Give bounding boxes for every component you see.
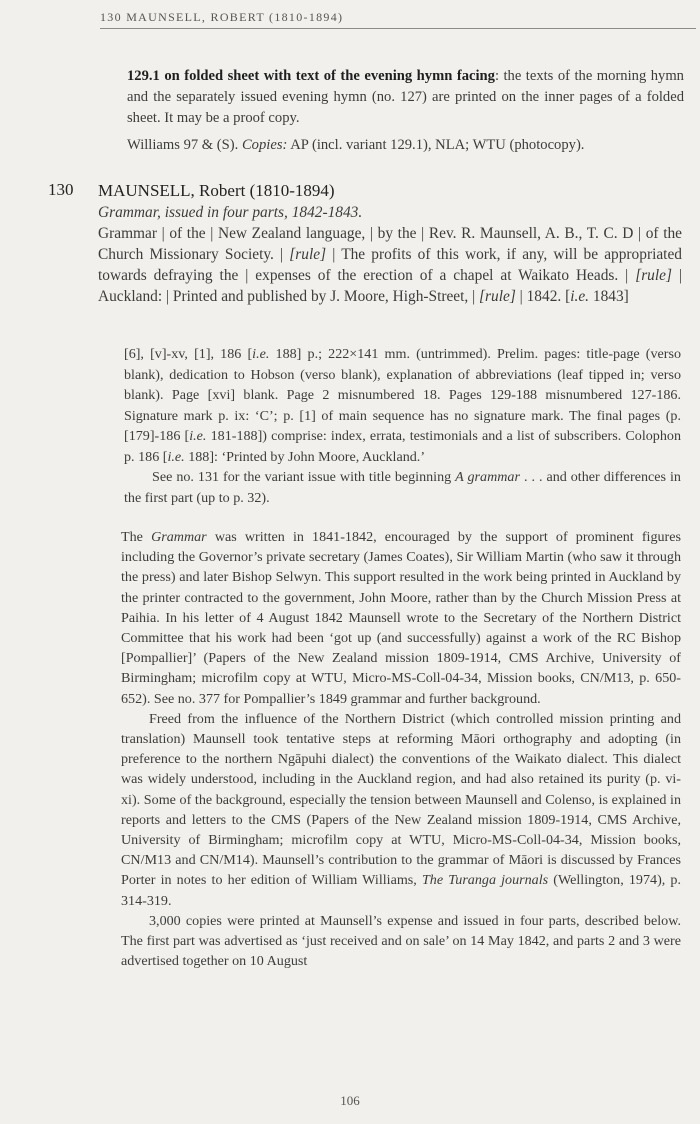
note-italic: The Turanga journals: [421, 872, 549, 889]
variant-note-text: . . . and other differences in the first part (up to p. 32).: [124, 469, 681, 506]
copies-text: AP (incl. variant 129.1), NLA; WTU (photocopy).: [287, 137, 585, 153]
citation-ref: Williams 97 & (S).: [127, 137, 242, 153]
ie-mark: i.e.: [167, 448, 185, 465]
entry-130-title-transcription: [98, 223, 682, 307]
running-header: [100, 10, 696, 29]
note-text: (Wellington, 1974), p. 314-319.: [121, 872, 681, 909]
ie-mark: i.e.: [570, 288, 590, 305]
title-part: | 1842. [: [515, 288, 571, 305]
entry-130-subtitle: Grammar, issued in four parts, 1842-1843.: [98, 204, 363, 221]
entry-129-1-lead: on folded sheet with text of the evening hymn facing: [164, 68, 495, 84]
copies-label: Copies:: [241, 137, 288, 153]
entry-130-author-line: [98, 180, 682, 202]
entry-130-dates: (1810-1894): [245, 181, 335, 200]
title-part: Grammar | of the | New Zealand language, | by the | Rev. R. Maunsell, A. B., T. C. D | of the Church Missionary Society. |: [98, 225, 682, 263]
ie-mark: i.e.: [252, 346, 270, 362]
collation-text: 188]: ‘Printed by John Moore, Auckland.’: [184, 448, 426, 465]
note-text: Freed from the influence of the Northern District (which controlled mission printing and translation) Maunsell took tentative steps at reforming Māori orthography and adopting (in preference to the northern Ngāpuhi dialect) the conventions of the Waikato dialect. This dialect was widely understood, including in the Auckland region, and had also retained its purity (p. vi-xi). Some of the background, especially the tension between Maunsell and Colenso, is explained in reports and letters to the CMS (Papers of the New Zealand mission 1809-1914, CMS Archive, University of Birmingham; microfilm copy at WTU, Micro-MS-Coll-04-34, Mission books, CN/M13 and CN/M14). Maunsell’s contribution to the grammar of Māori is discussed by Frances Porter in notes to her edition of William Williams,: [121, 710, 681, 889]
entry-129-1: [127, 66, 684, 156]
collation-text: 188] p.; 222×141 mm. (untrimmed). Prelim. pages: title-page (verso blank), dedication to Hobson (verso blank), explanation of abbreviations (leaf tipped in; verso blank). Page [xvi] blank. Page 2 misnumbered 18. Pages 129-188 misnumbered 127-186. Signature mark p. ix: ‘C’; p. [1] of main sequence has no signature mark. The final pages (p. [179]-186 [: [124, 346, 682, 444]
entry-129-1-number: 129.1: [127, 68, 160, 84]
entry-130-heading: [98, 180, 682, 307]
notes-paragraph-3: 3,000 copies were printed at Maunsell’s expense and issued in four parts, described below. The first part was advertised as ‘just received and on sale’ on 14 May 1842, and parts 2 and 3 were advertised together on 10 August: [121, 912, 681, 970]
entry-130-author: MAUNSELL, Robert: [98, 181, 246, 200]
note-text: The: [121, 529, 152, 545]
rule-mark: [rule]: [635, 267, 672, 284]
title-part: | The profits of this work, if any, will be appropriated towards defraying the | expenses of the erection of a chapel at Waikato Heads. |: [98, 246, 682, 284]
rule-mark: [rule]: [479, 288, 516, 305]
title-part: | Auckland: | Printed and published by J. Moore, High-Street, |: [98, 267, 682, 305]
entry-129-1-body: : the texts of the morning hymn and the separately issued evening hymn (no. 127) are printed on the inner pages of a folded sheet. It may be a proof copy.: [127, 68, 684, 126]
collation-text: 181-188]) comprise: index, errata, testimonials and a list of subscribers. Colophon p. 186 [: [124, 428, 681, 465]
variant-note-text: See no. 131 for the variant issue with title beginning: [152, 469, 456, 485]
title-part: 1843]: [589, 288, 629, 305]
note-text: was written in 1841-1842, encouraged by the support of prominent figures including the Governor’s private secretary (James Coates), Sir William Martin (who saw it through the press) and later Bishop Selwyn. This support resulted in the work being printed in Auckland by the printer contracted to the government, John Moore, rather than by the Church Mission Press at Paihia. In his letter of 4 August 1842 Maunsell wrote to the Secretary of the Northern District Committee that his work had been ‘got up (and successfully) against a work of the RC Bishop [Pompallier]’ (Papers of the New Zealand mission 1809-1914, CMS Archive, University of Birmingham; microfilm copy at WTU, Micro-MS-Coll-04-34, Mission books, CN/M13, p. 650-652). See no. 377 for Pompallier’s 1849 grammar and further background.: [121, 529, 681, 707]
collation-text: [6], [v]-xv, [1], 186 [: [124, 346, 253, 362]
rule-mark: [rule]: [289, 246, 327, 263]
entry-130-number: 130: [48, 180, 74, 199]
notes-paragraph-1: [121, 527, 681, 709]
note-italic: Grammar: [151, 529, 207, 545]
running-title: 130 MAUNSELL, ROBERT (1810-1894): [100, 10, 344, 24]
notes-paragraph-2: [121, 709, 681, 911]
ie-mark: i.e.: [189, 428, 207, 444]
collation-block: [124, 344, 681, 508]
entry-129-1-text: [127, 66, 684, 129]
page-number: 106: [340, 1093, 360, 1108]
variant-title: A grammar: [455, 469, 520, 485]
collation-paragraph: [124, 344, 681, 467]
notes-block: [121, 527, 681, 971]
variant-note-paragraph: [124, 467, 681, 508]
entry-129-1-citation: [127, 135, 684, 156]
